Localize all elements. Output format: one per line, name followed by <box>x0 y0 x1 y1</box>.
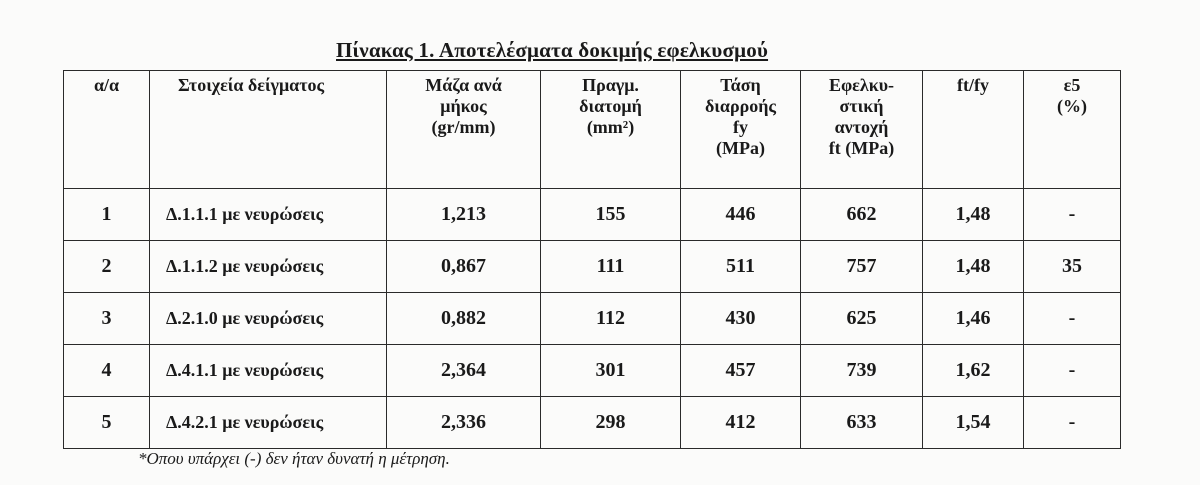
table-row <box>64 189 1121 241</box>
col-header-mass: Μάζα ανά μήκος (gr/mm) <box>387 71 541 189</box>
cell-yield: 457 <box>681 345 801 397</box>
cell-elongation: - <box>1024 345 1121 397</box>
cell-sample: Δ.1.1.1 με νευρώσεις <box>150 189 387 241</box>
cell-index: 3 <box>64 293 150 345</box>
cell-index: 1 <box>64 189 150 241</box>
cell-mass: 0,882 <box>387 293 541 345</box>
col-header-tensile: Εφελκυ- στική αντοχή ft (MPa) <box>801 71 923 189</box>
cell-section: 112 <box>541 293 681 345</box>
cell-ratio: 1,46 <box>923 293 1024 345</box>
col-header-sample: Στοιχεία δείγματος <box>150 71 387 189</box>
cell-ratio: 1,62 <box>923 345 1024 397</box>
cell-elongation: - <box>1024 293 1121 345</box>
cell-yield: 430 <box>681 293 801 345</box>
cell-sample: Δ.2.1.0 με νευρώσεις <box>150 293 387 345</box>
cell-ratio: 1,48 <box>923 189 1024 241</box>
footnote: *Οπου υπάρχει (-) δεν ήταν δυνατή η μέτρηση. <box>138 449 450 468</box>
cell-section: 155 <box>541 189 681 241</box>
col-header-yield: Τάση διαρροής fy (MPa) <box>681 71 801 189</box>
col-header-elongation: ε5 (%) <box>1024 71 1121 189</box>
cell-index: 5 <box>64 397 150 449</box>
results-table <box>63 70 1121 449</box>
cell-elongation: - <box>1024 189 1121 241</box>
cell-sample: Δ.1.1.2 με νευρώσεις <box>150 241 387 293</box>
cell-tensile: 633 <box>801 397 923 449</box>
cell-ratio: 1,48 <box>923 241 1024 293</box>
cell-elongation: - <box>1024 397 1121 449</box>
col-header-index: α/α <box>64 71 150 189</box>
table-row <box>64 345 1121 397</box>
header-row <box>64 71 1121 189</box>
cell-yield: 446 <box>681 189 801 241</box>
cell-mass: 0,867 <box>387 241 541 293</box>
cell-elongation: 35 <box>1024 241 1121 293</box>
cell-tensile: 757 <box>801 241 923 293</box>
cell-section: 298 <box>541 397 681 449</box>
cell-mass: 1,213 <box>387 189 541 241</box>
table-row <box>64 397 1121 449</box>
col-header-section: Πραγμ. διατομή (mm²) <box>541 71 681 189</box>
cell-section: 111 <box>541 241 681 293</box>
cell-ratio: 1,54 <box>923 397 1024 449</box>
cell-sample: Δ.4.1.1 με νευρώσεις <box>150 345 387 397</box>
cell-yield: 412 <box>681 397 801 449</box>
table-row <box>64 293 1121 345</box>
table-title: Πίνακας 1. Αποτελέσματα δοκιμής εφελκυσμού <box>336 38 769 62</box>
cell-section: 301 <box>541 345 681 397</box>
cell-tensile: 739 <box>801 345 923 397</box>
cell-sample: Δ.4.2.1 με νευρώσεις <box>150 397 387 449</box>
cell-tensile: 662 <box>801 189 923 241</box>
cell-mass: 2,336 <box>387 397 541 449</box>
col-header-ratio: ft/fy <box>923 71 1024 189</box>
cell-index: 4 <box>64 345 150 397</box>
cell-index: 2 <box>64 241 150 293</box>
table-row <box>64 241 1121 293</box>
cell-mass: 2,364 <box>387 345 541 397</box>
cell-tensile: 625 <box>801 293 923 345</box>
cell-yield: 511 <box>681 241 801 293</box>
